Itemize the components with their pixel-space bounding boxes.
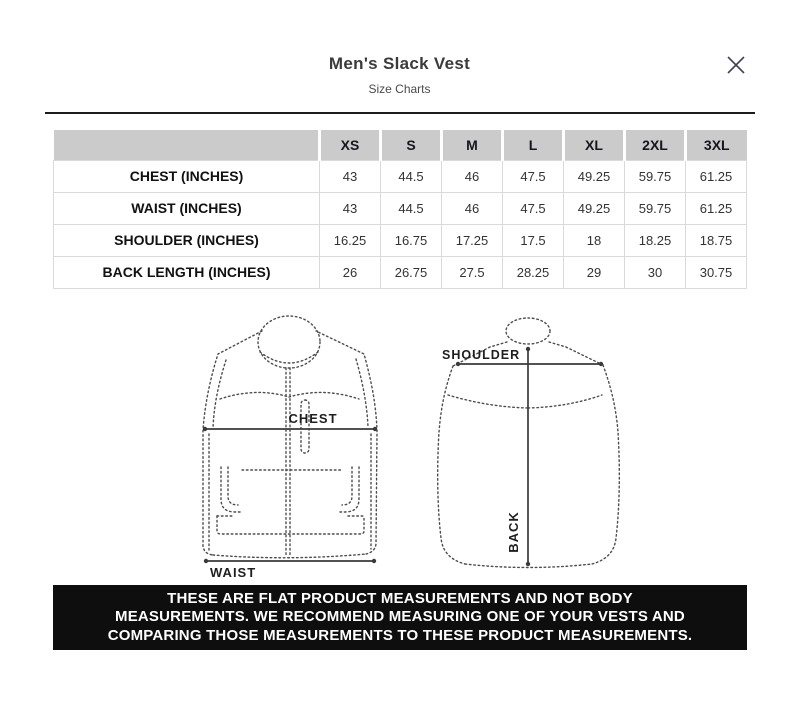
cell-value: 59.75 xyxy=(625,192,686,224)
back-measure-line xyxy=(526,347,530,566)
back-label: BACK xyxy=(506,511,521,553)
cell-value: 17.25 xyxy=(442,224,503,256)
cell-value: 26.75 xyxy=(381,256,442,288)
cell-value: 49.25 xyxy=(564,160,625,192)
cell-value: 27.5 xyxy=(442,256,503,288)
table-row xyxy=(54,224,747,256)
cell-value: 59.75 xyxy=(625,160,686,192)
waist-label: WAIST xyxy=(210,565,257,580)
waist-measure-line xyxy=(204,559,376,563)
cell-value: 46 xyxy=(442,160,503,192)
cell-value: 61.25 xyxy=(686,160,747,192)
cell-value: 47.5 xyxy=(503,192,564,224)
page-title: Men's Slack Vest xyxy=(328,54,471,73)
vest-collar-outline xyxy=(258,316,320,368)
cell-value: 49.25 xyxy=(564,192,625,224)
row-label-back-length: BACK LENGTH (INCHES) xyxy=(54,256,320,288)
cell-value: 18 xyxy=(564,224,625,256)
page-subtitle: Size Charts xyxy=(368,82,431,96)
cell-value: 17.5 xyxy=(503,224,564,256)
table-row xyxy=(54,256,747,288)
shoulder-label: SHOULDER xyxy=(442,348,521,362)
size-column-header: S xyxy=(381,130,442,160)
cell-value: 47.5 xyxy=(503,160,564,192)
cell-value: 26 xyxy=(320,256,381,288)
cell-value: 18.25 xyxy=(625,224,686,256)
size-column-header: XS xyxy=(320,130,381,160)
size-table-corner-cell xyxy=(54,130,320,160)
row-label-waist: WAIST (INCHES) xyxy=(54,192,320,224)
size-column-header: 3XL xyxy=(686,130,747,160)
cell-value: 43 xyxy=(320,160,381,192)
cell-value: 44.5 xyxy=(381,160,442,192)
header-divider xyxy=(45,112,755,114)
close-button[interactable] xyxy=(723,52,749,78)
close-icon xyxy=(723,52,749,78)
cell-value: 43 xyxy=(320,192,381,224)
size-column-header: XL xyxy=(564,130,625,160)
size-column-header: L xyxy=(503,130,564,160)
shoulder-measure-line xyxy=(456,362,603,366)
cell-value: 30.75 xyxy=(686,256,747,288)
cell-value: 28.25 xyxy=(503,256,564,288)
cell-value: 16.75 xyxy=(381,224,442,256)
vest-collar-outline xyxy=(506,318,550,344)
disclaimer-text: THESE ARE FLAT PRODUCT MEASUREMENTS AND NOT BODY MEASUREMENTS. WE RECOMMEND MEASURING ONE OF YOUR VESTS AND COMPARING THOSE MEASUREMENTS TO THESE PRODUCT MEASUREMENTS. xyxy=(107,590,693,644)
cell-value: 18.75 xyxy=(686,224,747,256)
row-label-shoulder: SHOULDER (INCHES) xyxy=(54,224,320,256)
cell-value: 29 xyxy=(564,256,625,288)
size-column-header: 2XL xyxy=(625,130,686,160)
size-table-header-row xyxy=(54,130,747,160)
row-label-chest: CHEST (INCHES) xyxy=(54,160,320,192)
table-row xyxy=(54,192,747,224)
zipper-pull-outline xyxy=(301,400,309,453)
vest-back-diagram xyxy=(420,300,650,585)
vest-front-diagram xyxy=(180,300,410,585)
size-table xyxy=(53,130,747,289)
size-column-header: M xyxy=(442,130,503,160)
cell-value: 61.25 xyxy=(686,192,747,224)
cell-value: 46 xyxy=(442,192,503,224)
chest-label: CHEST xyxy=(288,411,338,426)
cell-value: 16.25 xyxy=(320,224,381,256)
measurement-disclaimer-banner xyxy=(53,585,747,650)
cell-value: 44.5 xyxy=(381,192,442,224)
cell-value: 30 xyxy=(625,256,686,288)
table-row xyxy=(54,160,747,192)
